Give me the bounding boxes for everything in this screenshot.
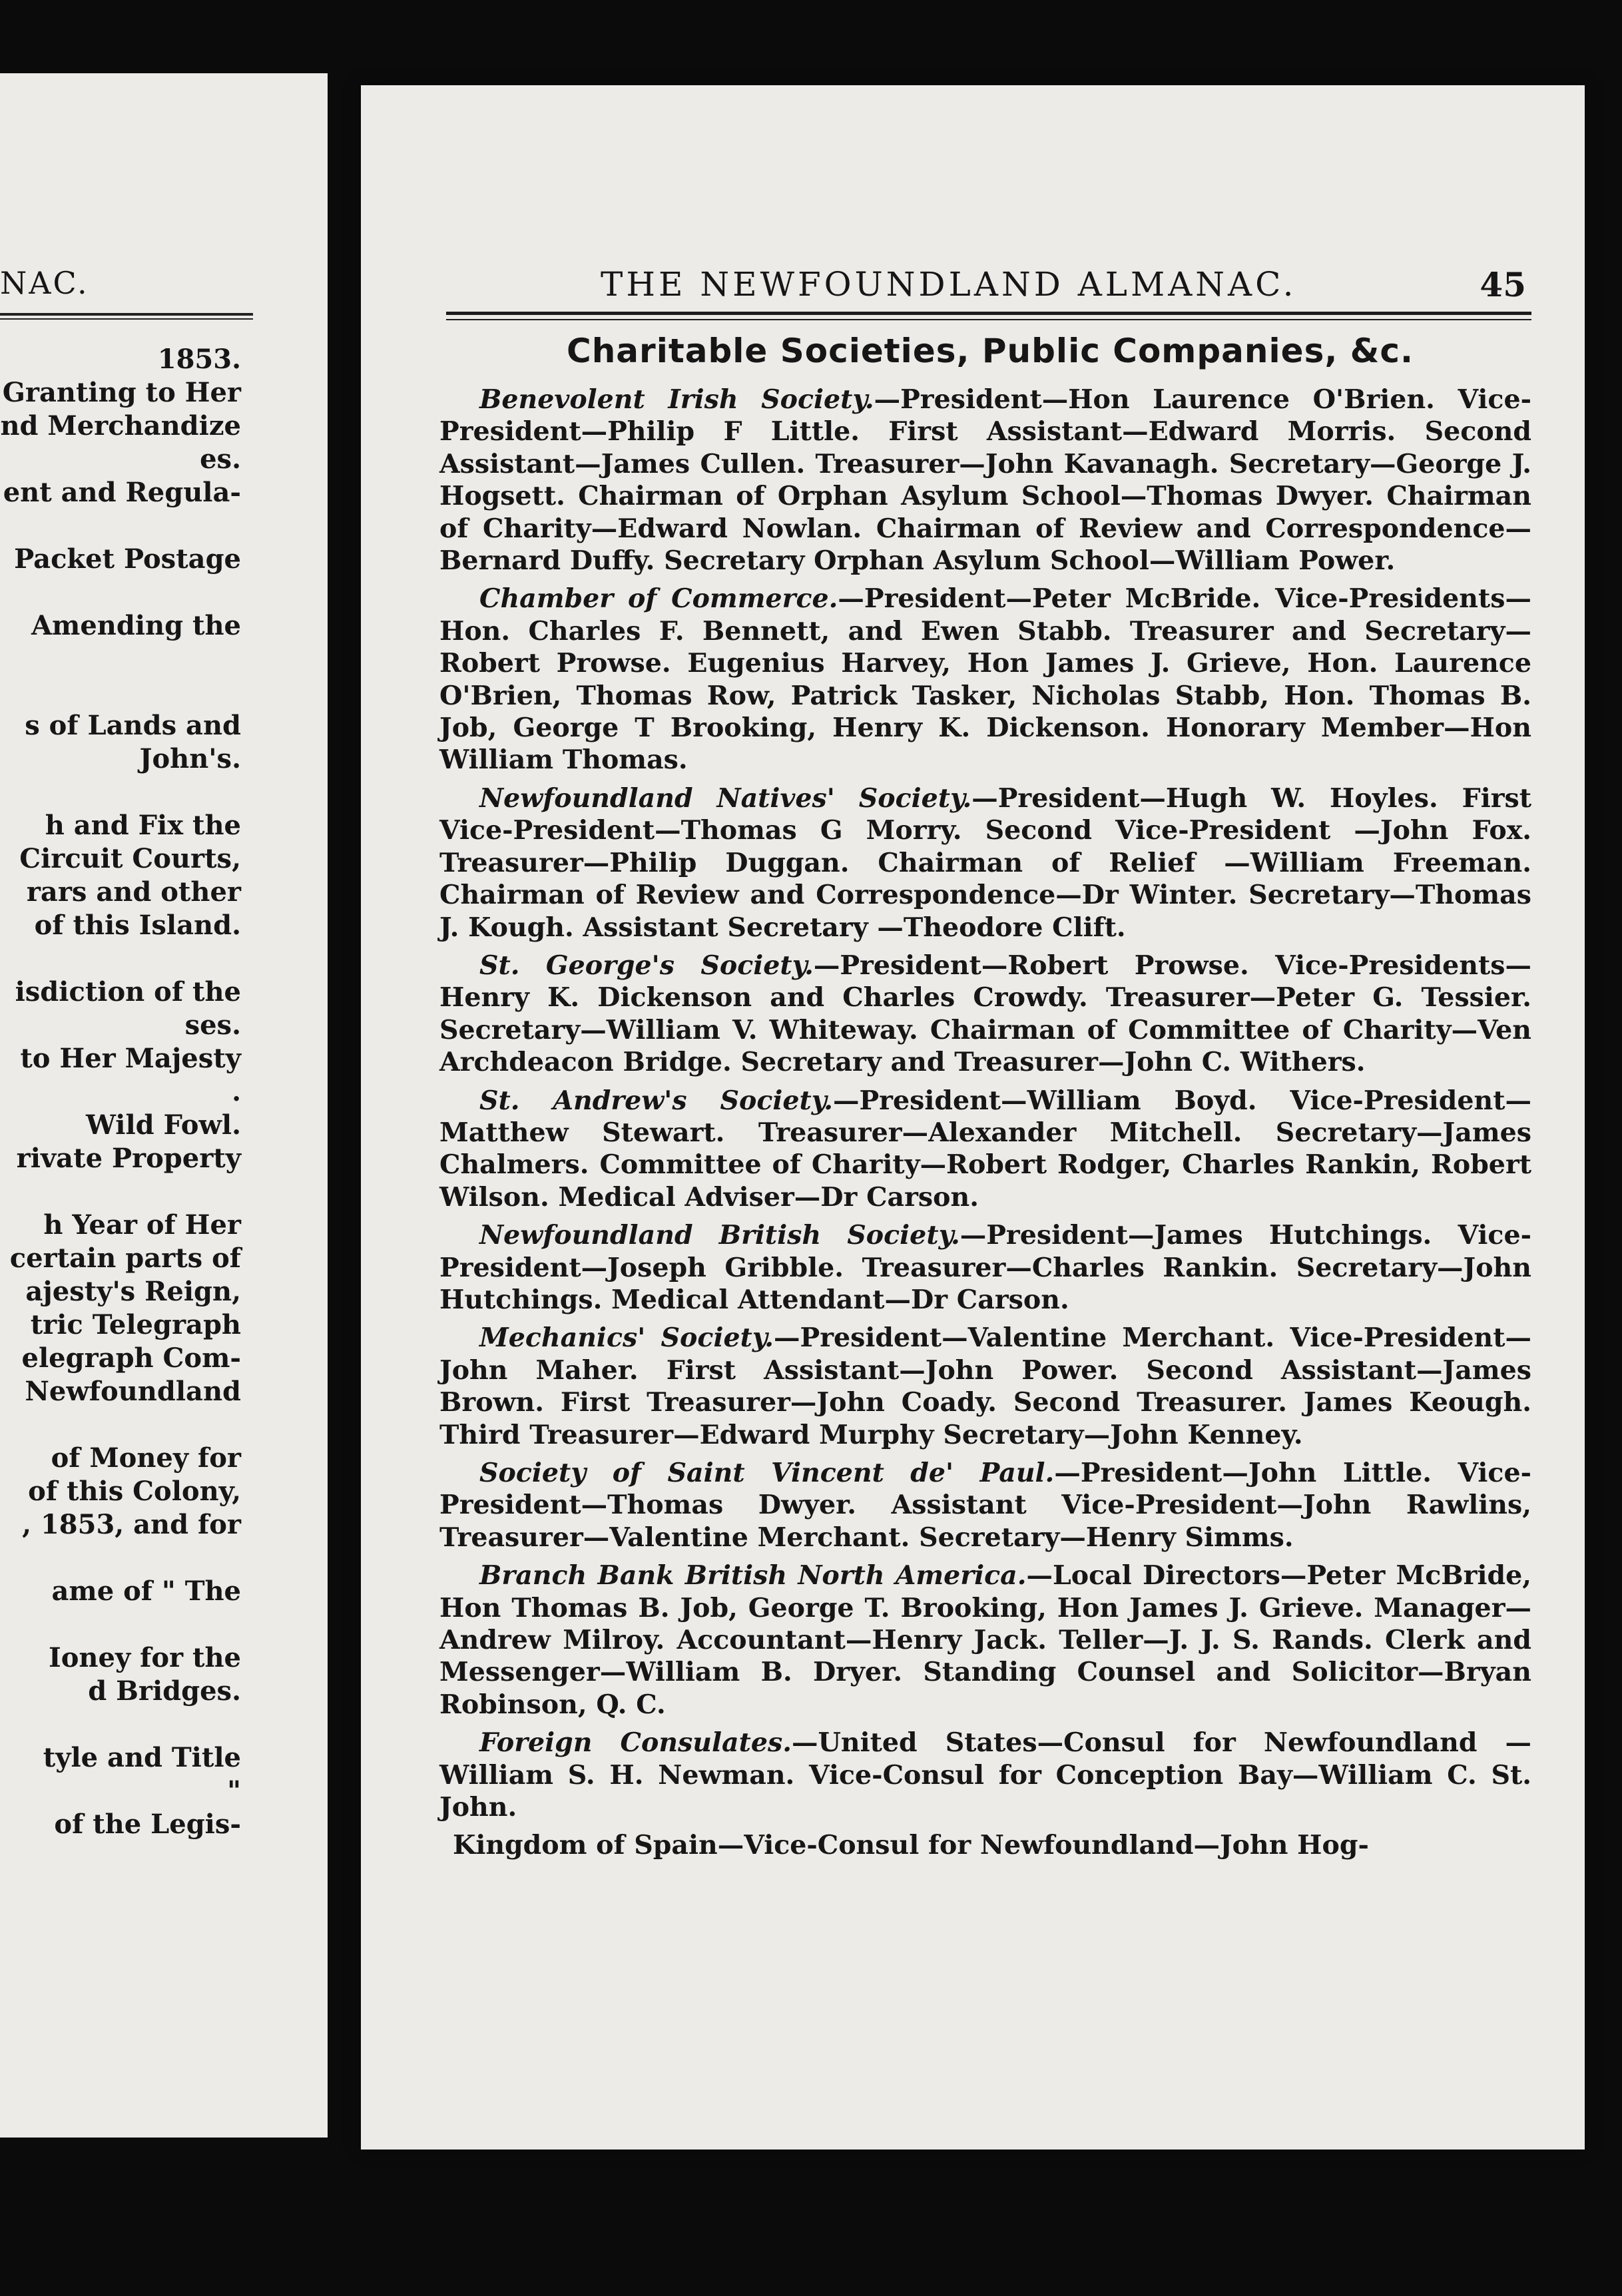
left-running-head: NAC. bbox=[0, 265, 89, 301]
left-page-line bbox=[0, 1109, 328, 1142]
right-page bbox=[361, 85, 1585, 2150]
society-entry bbox=[439, 1829, 1531, 1861]
left-page-line bbox=[0, 709, 328, 742]
society-entry bbox=[439, 1457, 1531, 1554]
left-page-line bbox=[0, 1408, 328, 1442]
left-page-line bbox=[0, 1275, 328, 1308]
left-page-line-text: isdiction of the bbox=[15, 976, 241, 1007]
page-number: 45 bbox=[1480, 265, 1526, 304]
left-page-line-text: ajesty's Reign, bbox=[25, 1276, 241, 1307]
left-page-line-text: rars and other bbox=[26, 876, 241, 908]
entry-heading: Newfoundland Natives' Society. bbox=[479, 782, 972, 814]
running-title: THE NEWFOUNDLAND ALMANAC. bbox=[601, 265, 1297, 304]
left-page-line-text: ent and Regula- bbox=[3, 477, 241, 508]
entry-text: —President—Valentine Merchant. Vice-President—John Maher. First Assistant—John Power. Second Assistant—James Brown. First Treasurer—John Coady. Second Treasurer. James Keough. Third Treasurer—Edward Murphy Secretary—John Kenney. bbox=[439, 1322, 1531, 1450]
left-page-line bbox=[0, 643, 328, 676]
entry-heading: Mechanics' Society. bbox=[479, 1322, 774, 1354]
entry-heading: Foreign Consulates. bbox=[479, 1727, 792, 1759]
left-page-line bbox=[0, 1475, 328, 1508]
left-page-line bbox=[0, 1708, 328, 1741]
left-page-line bbox=[0, 476, 328, 509]
left-page-line bbox=[0, 676, 328, 709]
left-page-text bbox=[0, 343, 328, 1841]
left-page-line bbox=[0, 742, 328, 776]
left-page-line-text: 1853. bbox=[157, 344, 241, 375]
left-page-line bbox=[0, 1775, 328, 1808]
entry-heading: Society of Saint Vincent de' Paul. bbox=[479, 1458, 1055, 1488]
left-page-line-text: Ioney for the bbox=[49, 1642, 241, 1673]
left-page-line bbox=[0, 1142, 328, 1175]
left-page-line bbox=[0, 410, 328, 443]
left-page-line bbox=[0, 1575, 328, 1608]
entry-text: —President—John Little. Vice-President—Thomas Dwyer. Assistant Vice-President—John Rawlins, Treasurer—Valentine Merchant. Secretary—Henry Simms. bbox=[439, 1458, 1531, 1553]
left-page-line bbox=[0, 809, 328, 842]
society-entry bbox=[439, 1322, 1531, 1451]
left-page-line-text: tyle and Title bbox=[43, 1742, 241, 1773]
left-page-line-text: Amending the bbox=[31, 610, 241, 641]
left-page-line-text: of the Legis- bbox=[54, 1809, 241, 1840]
left-page-line bbox=[0, 1175, 328, 1209]
left-page-line bbox=[0, 1675, 328, 1708]
left-page-line bbox=[0, 909, 328, 942]
left-page-line-text: tric Telegraph bbox=[30, 1309, 241, 1340]
left-page-line-text: h Year of Her bbox=[43, 1209, 241, 1241]
entry-heading: St. George's Society. bbox=[479, 950, 814, 981]
entry-text: —President—Peter McBride. Vice-Presidents—Hon. Charles F. Bennett, and Ewen Stabb. Treasurer and Secretary—Robert Prowse. Eugenius Harvey, Hon James J. Grieve, Hon. Laurence O'Brien, Thomas Row, Patrick Tasker, Nicholas Stabb, Hon. Thomas B. Job, George T Brooking, Henry K. Dickenson. Honorary Member—Hon William Thomas. bbox=[439, 583, 1531, 776]
left-page-line bbox=[0, 976, 328, 1009]
left-page-line bbox=[0, 1641, 328, 1675]
left-page-line bbox=[0, 1009, 328, 1042]
left-page bbox=[0, 73, 328, 2138]
left-page-line bbox=[0, 1608, 328, 1641]
left-page-line-text: of this Island. bbox=[34, 910, 241, 941]
head-rule bbox=[446, 312, 1531, 320]
left-page-line-text: s of Lands and bbox=[25, 710, 241, 741]
left-page-line-text: " bbox=[227, 1775, 241, 1807]
entry-heading: Branch Bank British North America. bbox=[479, 1560, 1027, 1591]
left-page-line-text: rivate Property bbox=[16, 1143, 241, 1174]
left-page-line-text: certain parts of bbox=[9, 1243, 241, 1274]
society-entry bbox=[439, 384, 1531, 577]
society-entry bbox=[439, 1560, 1531, 1721]
society-entry bbox=[439, 1219, 1531, 1316]
entry-text: Kingdom of Spain—Vice-Consul for Newfoundland—John Hog- bbox=[453, 1830, 1369, 1861]
left-page-line bbox=[0, 376, 328, 410]
entry-text: —United States—Consul for Newfoundland —William S. H. Newman. Vice-Consul for Conception Bay—William C. St. John. bbox=[439, 1727, 1531, 1823]
left-page-line-text: to Her Majesty bbox=[20, 1043, 241, 1074]
left-page-line bbox=[0, 443, 328, 476]
left-page-line bbox=[0, 343, 328, 376]
entries-list bbox=[439, 384, 1531, 1868]
entry-heading: Chamber of Commerce. bbox=[479, 583, 838, 615]
left-page-line-text: Packet Postage bbox=[14, 543, 241, 575]
left-page-line bbox=[0, 1209, 328, 1242]
left-page-line bbox=[0, 609, 328, 643]
section-title: Charitable Societies, Public Companies, &c. bbox=[567, 332, 1414, 370]
left-page-line-text: es. bbox=[200, 443, 241, 475]
entry-text: —President—Robert Prowse. Vice-Presidents—Henry K. Dickenson and Charles Crowdy. Treasurer—Peter G. Tessier. Secretary—William V. Whiteway. Chairman of Committee of Charity—Ven Archdeacon Bridge. Secretary and Treasurer—John C. Withers. bbox=[439, 950, 1531, 1078]
entry-text: —President—Hon Laurence O'Brien. Vice-President—Philip F Little. First Assistant—Edward Morris. Second Assistant—James Cullen. Treasurer—John Kavanagh. Secretary—George J. Hogsett. Chairman of Orphan Asylum School—Thomas Dwyer. Chairman of Charity—Edward Nowlan. Chairman of Review and Correspondence—Bernard Duffy. Secretary Orphan Asylum School—William Power. bbox=[439, 384, 1531, 577]
left-page-line-text: Wild Fowl. bbox=[86, 1109, 241, 1141]
entry-heading: Newfoundland British Society. bbox=[479, 1220, 960, 1251]
left-page-line bbox=[0, 1075, 328, 1109]
society-entry bbox=[439, 583, 1531, 776]
left-page-line bbox=[0, 776, 328, 809]
left-page-line bbox=[0, 1508, 328, 1542]
entry-heading: Benevolent Irish Society. bbox=[479, 384, 874, 415]
left-page-line-text: ses. bbox=[184, 1009, 241, 1041]
left-page-line-text: of Money for bbox=[51, 1442, 241, 1474]
entry-text: —President—James Hutchings. Vice-President—Joseph Gribble. Treasurer—Charles Rankin. Secretary—John Hutchings. Medical Attendant—Dr Carson. bbox=[439, 1220, 1531, 1315]
left-page-line bbox=[0, 842, 328, 876]
left-page-line-text: Circuit Courts, bbox=[19, 843, 241, 874]
left-page-line bbox=[0, 1375, 328, 1408]
left-head-rule bbox=[0, 313, 253, 320]
left-page-line-text: h and Fix the bbox=[45, 810, 241, 841]
left-page-line bbox=[0, 1342, 328, 1375]
left-page-line-text: John's. bbox=[139, 743, 241, 774]
left-page-line bbox=[0, 543, 328, 576]
left-page-line bbox=[0, 1308, 328, 1342]
left-page-line-text: elegraph Com- bbox=[21, 1342, 241, 1374]
society-entry bbox=[439, 1727, 1531, 1823]
left-page-line-text: , 1853, and for bbox=[22, 1509, 241, 1540]
entry-heading: St. Andrew's Society. bbox=[479, 1085, 833, 1116]
entry-text: —Local Directors—Peter McBride, Hon Thomas B. Job, George T. Brooking, Hon James J. Grieve. Manager—Andrew Milroy. Accountant—Henry Jack. Teller—J. J. S. Rands. Clerk and Messenger—William B. Dryer. Standing Counsel and Solicitor—Bryan Robinson, Q. C. bbox=[439, 1560, 1531, 1720]
left-page-line bbox=[0, 1242, 328, 1275]
left-page-line-text: d Bridges. bbox=[88, 1675, 241, 1707]
left-page-line-text: Granting to Her bbox=[2, 377, 241, 408]
entry-text: —President—Hugh W. Hoyles. First Vice-President—Thomas G Morry. Second Vice-President —John Fox. Treasurer—Philip Duggan. Chairman of Relief —William Freeman. Chairman of Review and Correspondence—Dr Winter. Secretary—Thomas J. Kough. Assistant Secretary —Theodore Clift. bbox=[439, 782, 1531, 943]
society-entry bbox=[439, 782, 1531, 944]
left-page-line bbox=[0, 576, 328, 609]
society-entry bbox=[439, 1085, 1531, 1214]
running-head bbox=[447, 265, 1526, 312]
left-page-line bbox=[0, 1542, 328, 1575]
left-page-line bbox=[0, 509, 328, 543]
left-page-line-text: . bbox=[232, 1076, 241, 1107]
left-page-line bbox=[0, 876, 328, 909]
left-page-line bbox=[0, 1442, 328, 1475]
left-page-line bbox=[0, 1808, 328, 1841]
left-page-line-text: of this Colony, bbox=[28, 1476, 241, 1507]
left-page-line-text: Newfoundland bbox=[25, 1376, 241, 1407]
society-entry bbox=[439, 950, 1531, 1079]
left-page-line bbox=[0, 1741, 328, 1775]
left-page-line-text: ame of " The bbox=[51, 1576, 241, 1607]
left-page-line bbox=[0, 942, 328, 976]
left-page-line-text: nd Merchandize bbox=[0, 410, 241, 441]
left-page-line bbox=[0, 1042, 328, 1075]
entry-text: —President—William Boyd. Vice-President—Matthew Stewart. Treasurer—Alexander Mitchell. Secretary—James Chalmers. Committee of Charity—Robert Rodger, Charles Rankin, Robert Wilson. Medical Adviser—Dr Carson. bbox=[439, 1085, 1532, 1213]
